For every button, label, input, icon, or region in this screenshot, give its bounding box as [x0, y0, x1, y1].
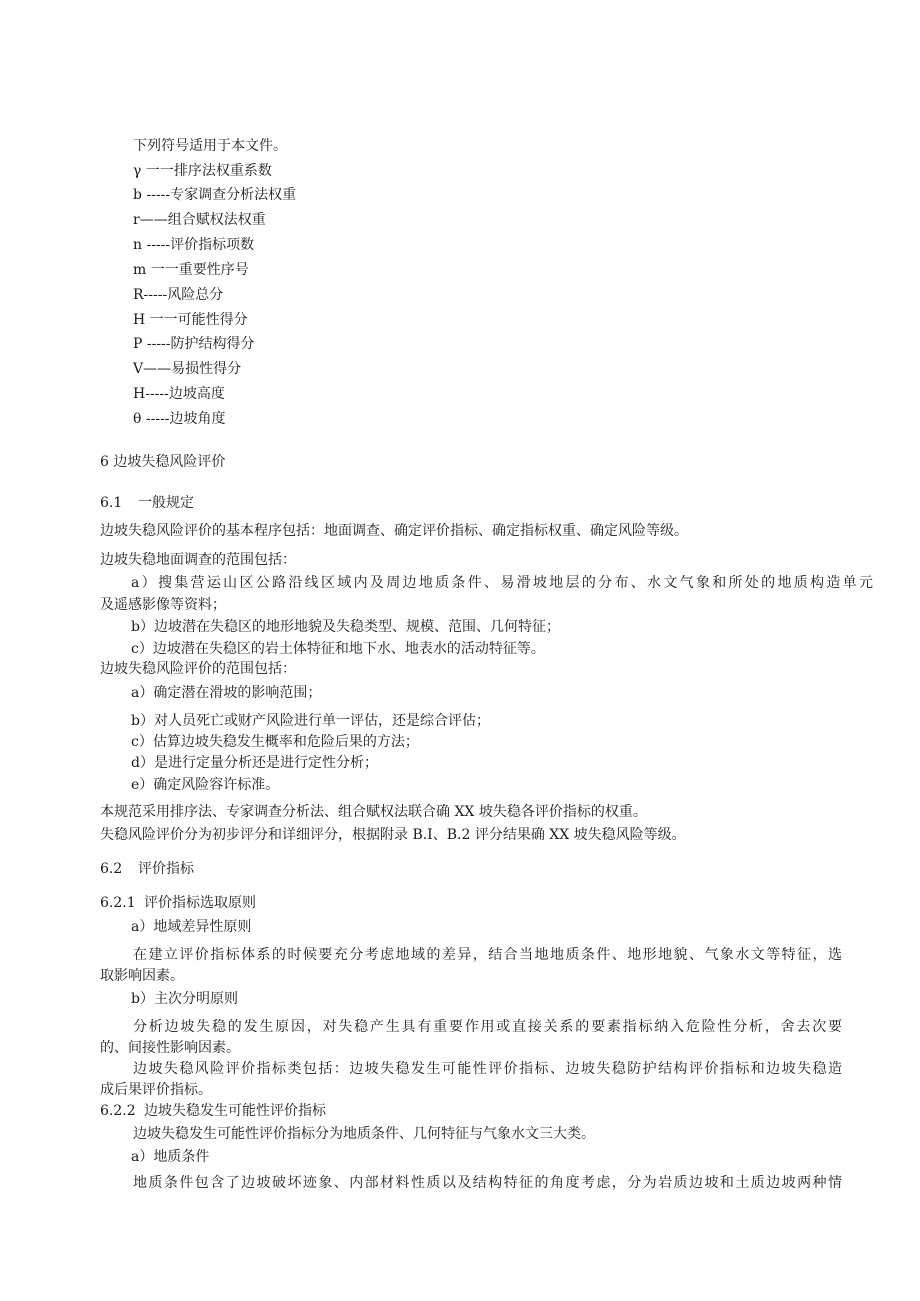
principle-b-text-line1: 分析边坡失稳的发生原因，对失稳产生具有重要作用或直接关系的要素指标纳入危险性分析，舍去次要: [133, 1019, 842, 1035]
scope-item-d: d）是进行定量分析还是进行定性分析；: [131, 755, 378, 771]
section-6-2-number: 6.2: [100, 861, 123, 877]
paragraph-survey-scope: 边坡失稳地面调查的范围包括：: [100, 552, 296, 568]
symbol-V: V——易损性得分: [133, 361, 242, 377]
scope-item-c: c）估算边坡失稳发生概率和危险后果的方法；: [131, 734, 419, 750]
survey-item-c: c）边坡潜在失稳区的岩土体特征和地下水、地表水的活动特征等。: [131, 641, 545, 657]
principle-a-title: a）地域差异性原则: [131, 919, 252, 935]
principle-b-title: b）主次分明原则: [131, 991, 238, 1007]
indicator-categories-line2: 成后果评价指标。: [100, 1082, 212, 1098]
survey-item-b: b）边坡潜在失稳区的地形地貌及失稳类型、规模、范围、几何特征；: [131, 619, 560, 635]
paragraph-weight-methods: 本规范采用排序法、专家调查分析法、组合赋权法联合确 XX 坡失稳各评价指标的权重。: [100, 804, 647, 820]
section-6-2-1-number: 6.2.1: [100, 895, 136, 911]
scope-item-a: a）确定潜在滑坡的影响范围；: [131, 685, 322, 701]
section-6-2-heading: [100, 860, 194, 878]
intro-text: 下列符号适用于本文件。: [133, 138, 287, 154]
section-6-2-2-number: 6.2.2: [100, 1103, 136, 1119]
symbol-b: b -----专家调查分析法权重: [133, 187, 297, 203]
symbol-H: H 一一可能性得分: [133, 312, 248, 328]
section-6-2-2-heading: [100, 1102, 326, 1120]
principle-a-text-line1: 在建立评价指标体系的时候要充分考虑地域的差异，结合当地地质条件、地形地貌、气象水文等特征，选: [133, 947, 842, 963]
symbol-gamma: γ 一一排序法权重系数: [133, 163, 272, 179]
section-6-2-2-title: 边坡失稳发生可能性评价指标: [144, 1103, 326, 1119]
symbol-R: R-----风险总分: [133, 287, 224, 303]
symbol-H-height: H-----边坡高度: [133, 386, 225, 402]
scope-item-b: b）对人员死亡或财产风险进行单一评估，还是综合评估；: [131, 713, 490, 729]
scope-item-e: e）确定风险容许标准。: [131, 777, 280, 793]
symbol-n: n -----评价指标项数: [133, 237, 255, 253]
principle-a-text-line2: 取影响因素。: [100, 968, 184, 984]
geology-text-line1: 地质条件包含了边坡破坏迹象、内部材料性质以及结构特征的角度考虑，分为岩质边坡和土质边坡两种情: [133, 1175, 842, 1191]
survey-item-a-line1: a）搜集营运山区公路沿线区域内及周边地质条件、易滑坡地层的分布、水文气象和所处的地质构造单元: [131, 575, 873, 591]
section-6-2-title: 评价指标: [138, 861, 194, 877]
indicator-categories-line1: 边坡失稳风险评价指标类包括：边坡失稳发生可能性评价指标、边坡失稳防护结构评价指标和边坡失稳造: [133, 1061, 842, 1077]
possibility-categories: 边坡失稳发生可能性评价指标分为地质条件、几何特征与气象水文三大类。: [133, 1126, 595, 1142]
paragraph-procedure: 边坡失稳风险评价的基本程序包括：地面调查、确定评价指标、确定指标权重、确定风险等级。: [100, 523, 688, 539]
section-6-1-title: 一般规定: [138, 495, 194, 511]
section-6-1-number: 6.1: [100, 495, 123, 511]
section-6-heading: 6 边坡失稳风险评价: [100, 454, 226, 470]
principle-b-text-line2: 的、间接性影响因素。: [100, 1040, 240, 1056]
symbol-m: m 一一重要性序号: [133, 262, 249, 278]
section-6-2-1-heading: [100, 894, 256, 912]
symbol-r: r——组合赋权法权重: [133, 212, 266, 228]
section-6-1-heading: [100, 494, 194, 512]
paragraph-risk-scoring: 失稳风险评价分为初步评分和详细评分，根据附录 B.I、B.2 评分结果确 XX 坡失稳风险等级。: [100, 827, 686, 843]
symbol-P: P -----防护结构得分: [133, 336, 255, 352]
survey-item-a-line2: 及遥感影像等资料；: [100, 597, 226, 613]
paragraph-eval-scope: 边坡失稳风险评价的范围包括：: [100, 661, 296, 677]
section-6-2-1-title: 评价指标选取原则: [144, 895, 256, 911]
geology-title: a）地质条件: [131, 1149, 210, 1165]
symbol-theta: θ -----边坡角度: [133, 411, 226, 427]
